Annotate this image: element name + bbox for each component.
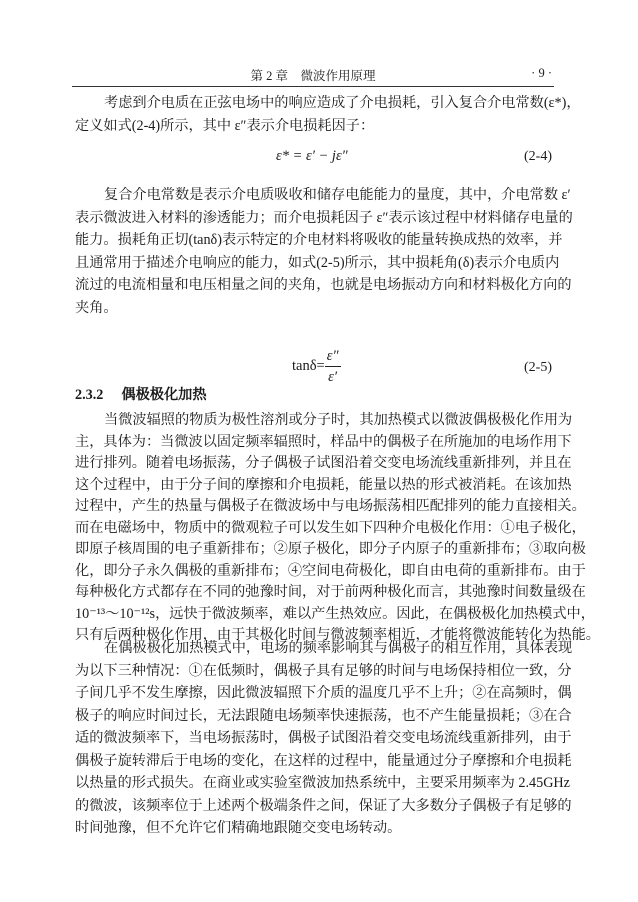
section-title: 偶极极化加热 [121,387,207,403]
text-line: 定义如式(2-4)所示，其中 ε″表示介电损耗因子： [75,117,375,134]
running-header [72,66,554,84]
text-line: 过程中，产生的热量与偶极子在微波场中与电场振荡相匹配排列的能力直接相关。 [75,498,586,514]
text-line: 考虑到介电质在正弦电场中的响应造成了介电损耗，引入复合介电常数(ε*)， [104,95,581,111]
chapter-title: 第 2 章 微波作用原理 [250,69,376,83]
equation-2-5 [292,346,341,387]
equation-number-2-5: (2-5) [524,360,552,375]
section-number: 2.3.2 [75,387,104,403]
text-line: 以热量的形式损失。在商业或实验室微波加热系统中，主要采用频率为 2.45GHz [75,775,570,791]
paragraph-4 [75,637,573,840]
text-line: 能力。损耗角正切(tanδ)表示特定的介电材料将吸收的能量转换成热的效率，并 [75,232,563,248]
text-line: 夹角。 [75,299,118,316]
text-line: 为以下三种情况：①在低频时，偶极子具有足够的时间与电场保持相位一致，分 [75,662,572,679]
text-line: 化，即分子永久偶极的重新排布；④空间电荷极化，即自由电荷的重新排布。由于 [75,562,586,579]
text-line: 这个过程中，由于分子间的摩擦和介电损耗，能量以热的形式被消耗。在该加热 [75,476,572,493]
text-line: 子间几乎不发生摩擦，因此微波辐照下介质的温度几乎不上升；②在高频时，偶 [75,685,572,701]
text-line: 流过的电流相量和电压相量之间的夹角，也就是电场振动方向和材料极化方向的 [75,277,572,293]
text-line: 即原子核周围的电子重新排布；②原子极化，即分子内原子的重新排布；③取向极 [75,541,586,557]
text-line: 复合介电常数是表示介电质吸收和储存电能能力的量度，其中，介电常数 ε′ [104,187,571,203]
equation-number-2-4: (2-4) [524,149,552,164]
text-line: 表示微波进入材料的渗透能力；而介电损耗因子 ε″表示该过程中材料储存电量的 [75,209,573,226]
paragraph-1 [75,92,581,137]
text-line: 只有后两种极化作用，由于其极化时间与微波频率相近，才能将微波能转化为热能。 [75,627,600,643]
paragraph-3 [75,410,600,647]
text-line: 进行排列。随着电场振荡，分子偶极子试图沿着交变电场流线重新排列，并且在 [75,455,572,471]
equation-lhs: tanδ= [292,358,325,374]
text-line: 10⁻¹³～10⁻¹²s，远快于微波频率，难以产生热效应。因此，在偶极极化加热模式中， [75,605,595,622]
text-line: 每种极化方式都存在不同的弛豫时间，对于前两种极化而言，其弛豫时间数量级在 [75,584,586,600]
paragraph-2 [75,184,573,319]
text-line: 且通常用于描述介电响应的能力，如式(2-5)所示，其中损耗角(δ)表示介电质内 [75,254,560,271]
equation-2-4: ε* = ε′ − jε″ [276,148,348,164]
text-line: 偶极子旋转滞后于电场的变化，在这样的过程中，能量通过分子摩擦和介电损耗 [75,752,572,769]
text-line: 主，具体为：当微波以固定频率辐照时，样品中的偶极子在所施加的电场作用下 [75,433,572,450]
text-line: 而在电磁场中，物质中的微观粒子可以发生如下四种介电极化作用：①电子极化， [75,519,586,536]
text-line: 在偶极极化加热模式中，电场的频率影响其与偶极子的相互作用，具体表现 [104,640,573,656]
page-number: · 9 · [531,66,552,80]
text-line: 时间弛豫，但不允许它们精确地跟随交变电场转动。 [75,820,402,836]
text-line: 极子的响应时间过长，无法跟随电场频率快速振荡，也不产生能量损耗；③在合 [75,707,572,724]
fraction-numerator: ε″ [325,346,341,367]
header-rule [72,86,554,87]
section-heading [75,384,207,404]
text-line: 适的微波频率下，当电场振荡时，偶极子试图沿着交变电场流线重新排列，由于 [75,730,572,746]
text-line: 的微波，该频率位于上述两个极端条件之间，保证了大多数分子偶极子有足够的 [75,797,572,814]
text-line: 当微波辐照的物质为极性溶剂或分子时，其加热模式以微波偶极极化作用为 [104,412,573,428]
fraction [325,346,341,387]
fraction-denominator: ε′ [328,369,338,385]
